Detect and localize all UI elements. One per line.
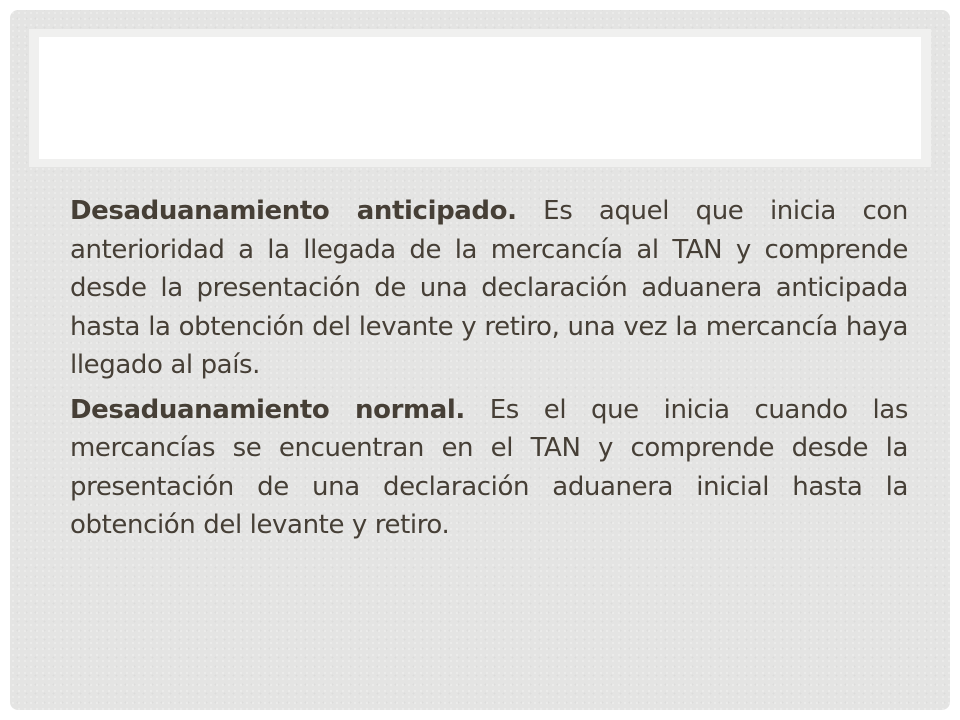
title-placeholder-frame [29, 29, 931, 167]
slide-body [70, 192, 908, 551]
term-normal: Desaduanamiento normal. [70, 394, 465, 425]
definition-anticipado: Es aquel que inicia con anterioridad a la llegada de la mercancía al TAN y comprende desde la presentación de una declaración aduanera anticipada hasta la obtención del levante y retiro, una vez la mercancía haya llegado al país. [70, 196, 909, 380]
term-anticipado: Desaduanamiento anticipado. [70, 196, 517, 226]
slide [10, 10, 950, 710]
title-placeholder [39, 37, 921, 159]
definition-normal: Es el que inicia cuando las mercancías se encuentran en el TAN y comprende desde la presentación de una declaración aduanera inicial hasta la obtención del levante y retiro. [70, 394, 908, 540]
paragraph-anticipado [70, 192, 908, 385]
paragraph-normal [70, 391, 908, 545]
